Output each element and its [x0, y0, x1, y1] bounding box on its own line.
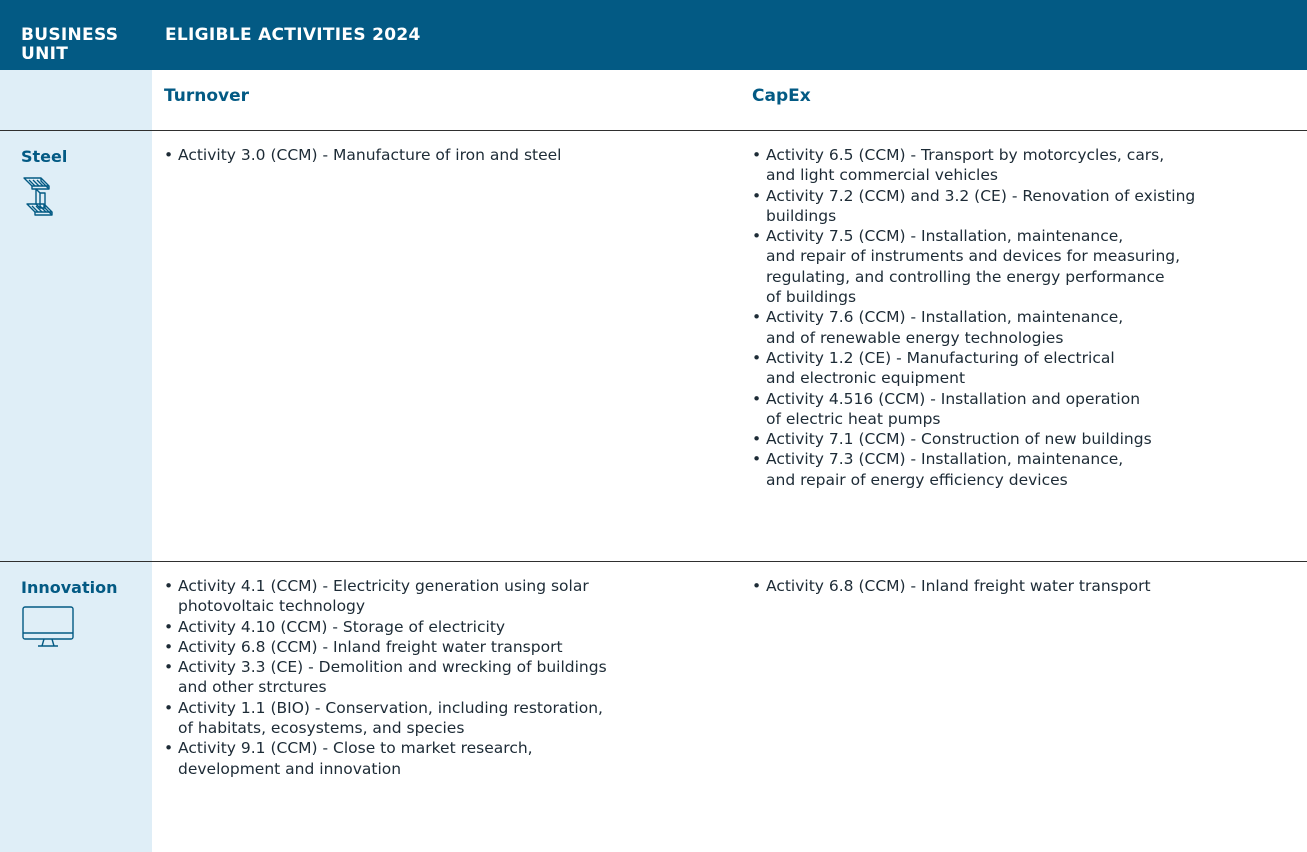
list-item: • Activity 7.5 (CCM) - Installation, maintenance, and repair of instruments and devices for measuring, regulating, and controlling the energy performance of buildings	[752, 226, 1307, 307]
list-item: • Activity 6.8 (CCM) - Inland freight water transport	[752, 576, 1307, 596]
list-item: • Activity 6.8 (CCM) - Inland freight water transport	[164, 637, 740, 657]
list-item: • Activity 9.1 (CCM) - Close to market research, development and innovation	[164, 738, 740, 779]
list-item: • Activity 6.5 (CCM) - Transport by motorcycles, cars, and light commercial vehicles	[752, 145, 1307, 186]
column-subheader	[0, 70, 1307, 130]
table-row-innovation	[0, 561, 1307, 852]
activity-list	[164, 145, 740, 165]
activity-list	[752, 145, 1307, 490]
subheader-unit-cell	[0, 70, 152, 130]
list-item: • Activity 1.1 (BIO) - Conservation, including restoration, of habitats, ecosystems, and species	[164, 698, 740, 739]
turnover-cell-steel	[152, 131, 740, 561]
list-item: • Activity 4.516 (CCM) - Installation and operation of electric heat pumps	[752, 389, 1307, 430]
turnover-cell-innovation	[152, 562, 740, 852]
list-item: • Activity 4.10 (CCM) - Storage of electricity	[164, 617, 740, 637]
turnover-column-label: Turnover	[164, 86, 249, 106]
list-item: • Activity 3.3 (CE) - Demolition and wrecking of buildings and other strctures	[164, 657, 740, 698]
unit-cell-innovation	[0, 562, 152, 852]
business-unit-header: BUSINESS UNIT	[21, 25, 119, 64]
list-item: • Activity 7.1 (CCM) - Construction of new buildings	[752, 429, 1307, 449]
unit-cell-steel	[0, 131, 152, 561]
unit-name: Innovation	[21, 578, 118, 597]
unit-name: Steel	[21, 147, 68, 166]
capex-column-label: CapEx	[752, 86, 811, 106]
list-item: • Activity 3.0 (CCM) - Manufacture of iron and steel	[164, 145, 740, 165]
list-item: • Activity 7.2 (CCM) and 3.2 (CE) - Renovation of existing buildings	[752, 186, 1307, 227]
capex-cell-innovation	[740, 562, 1307, 852]
list-item: • Activity 1.2 (CE) - Manufacturing of electrical and electronic equipment	[752, 348, 1307, 389]
list-item: • Activity 4.1 (CCM) - Electricity generation using solar photovoltaic technology	[164, 576, 740, 617]
computer-monitor-icon	[21, 605, 152, 653]
list-item: • Activity 7.3 (CCM) - Installation, maintenance, and repair of energy efficiency devices	[752, 449, 1307, 490]
steel-beam-icon	[21, 174, 152, 224]
eligible-activities-header: ELIGIBLE ACTIVITIES 2024	[165, 25, 421, 45]
table-row-steel	[0, 130, 1307, 561]
list-item: • Activity 7.6 (CCM) - Installation, maintenance, and of renewable energy technologies	[752, 307, 1307, 348]
activity-list	[752, 576, 1307, 596]
activity-list	[164, 576, 740, 779]
capex-cell-steel	[740, 131, 1307, 561]
table-header	[0, 0, 1307, 70]
